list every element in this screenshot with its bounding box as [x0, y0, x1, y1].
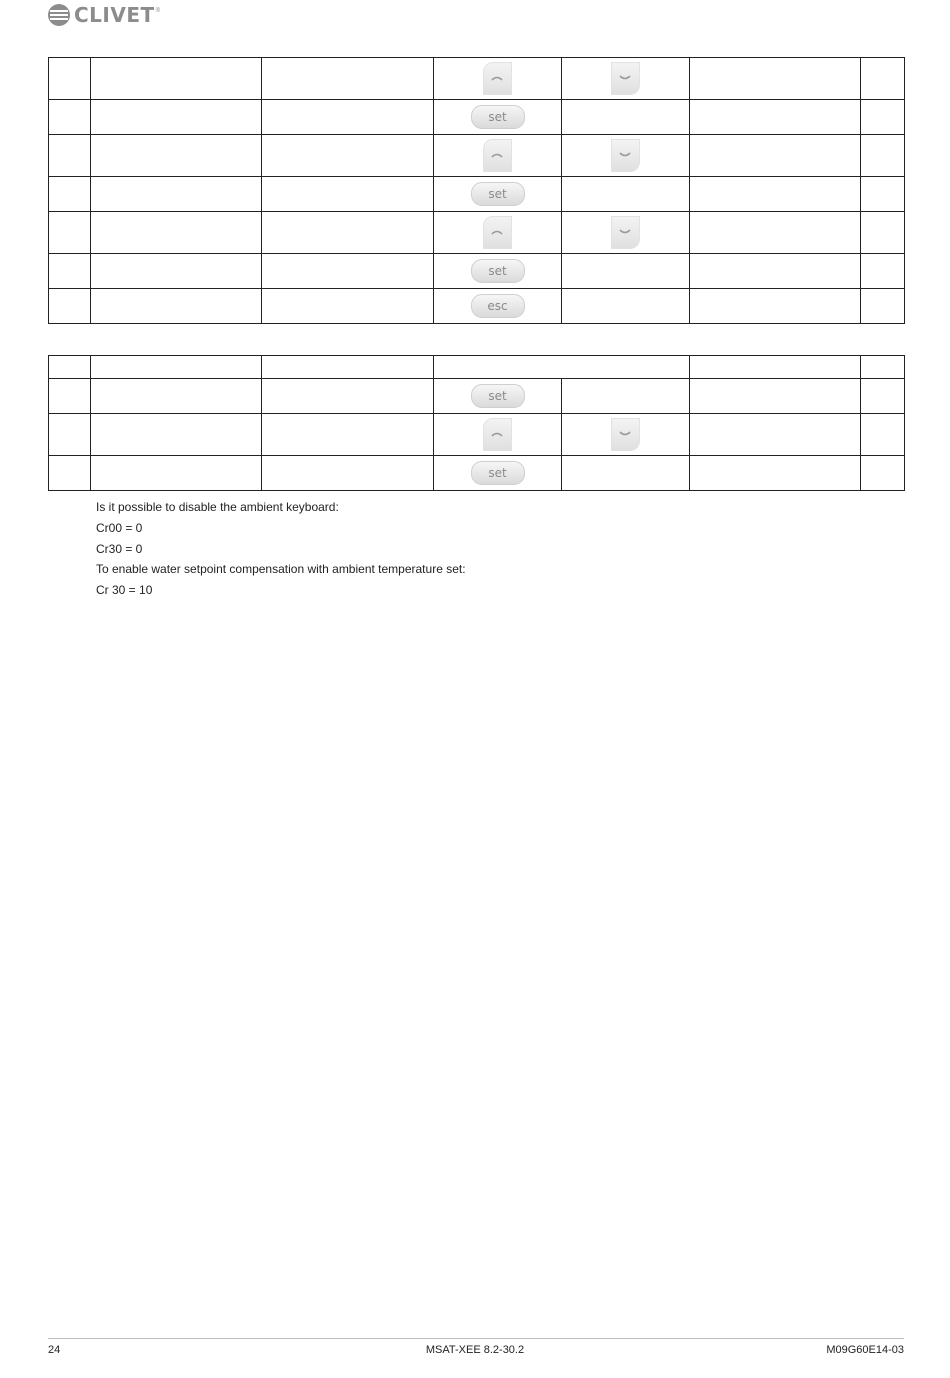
table-row: [49, 414, 905, 456]
arrow-up-key-icon[interactable]: [483, 139, 512, 172]
notes-block: [96, 497, 466, 601]
arrow-up-key-icon[interactable]: [483, 418, 512, 451]
arrow-down-key-icon[interactable]: [611, 418, 640, 451]
arrow-down-key-icon[interactable]: [611, 62, 640, 95]
arrow-down-key-icon[interactable]: [611, 216, 640, 249]
table-row: [49, 289, 905, 324]
footer-divider: [48, 1338, 904, 1339]
keypad-procedure-table-2: [48, 355, 905, 491]
set-button[interactable]: set: [471, 105, 525, 129]
table-row: [49, 58, 905, 100]
arrow-up-key-icon[interactable]: [483, 216, 512, 249]
clivet-logo-icon: [47, 3, 71, 27]
logo-registered-mark: ®: [155, 8, 161, 14]
set-button[interactable]: set: [471, 384, 525, 408]
logo-text: CLIVET: [74, 3, 155, 27]
table-row: [49, 177, 905, 212]
clivet-logo: [47, 2, 160, 28]
note-line: Is it possible to disable the ambient keyboard:: [96, 500, 339, 514]
table-header-row: [49, 356, 905, 379]
esc-button[interactable]: esc: [471, 294, 525, 318]
note-line: Cr00 = 0: [96, 520, 143, 535]
arrow-down-key-icon[interactable]: [611, 139, 640, 172]
table-row: [49, 212, 905, 254]
table-row: [49, 379, 905, 414]
table-row: [49, 254, 905, 289]
table-row: [49, 456, 905, 491]
table-row: [49, 135, 905, 177]
note-line: Cr 30 = 10: [96, 583, 153, 598]
set-button[interactable]: set: [471, 259, 525, 283]
table-row: [49, 100, 905, 135]
keypad-procedure-table-1: [48, 57, 905, 324]
arrow-up-key-icon[interactable]: [483, 62, 512, 95]
note-line: To enable water setpoint compensation with ambient temperature set:: [96, 562, 466, 577]
page-number: 24: [48, 1344, 61, 1356]
document-code: M09G60E14-03: [826, 1344, 904, 1356]
set-button[interactable]: set: [471, 182, 525, 206]
note-line: Cr30 = 0: [96, 541, 143, 556]
set-button[interactable]: set: [471, 461, 525, 485]
document-model: MSAT-XEE 8.2-30.2: [425, 1344, 525, 1356]
